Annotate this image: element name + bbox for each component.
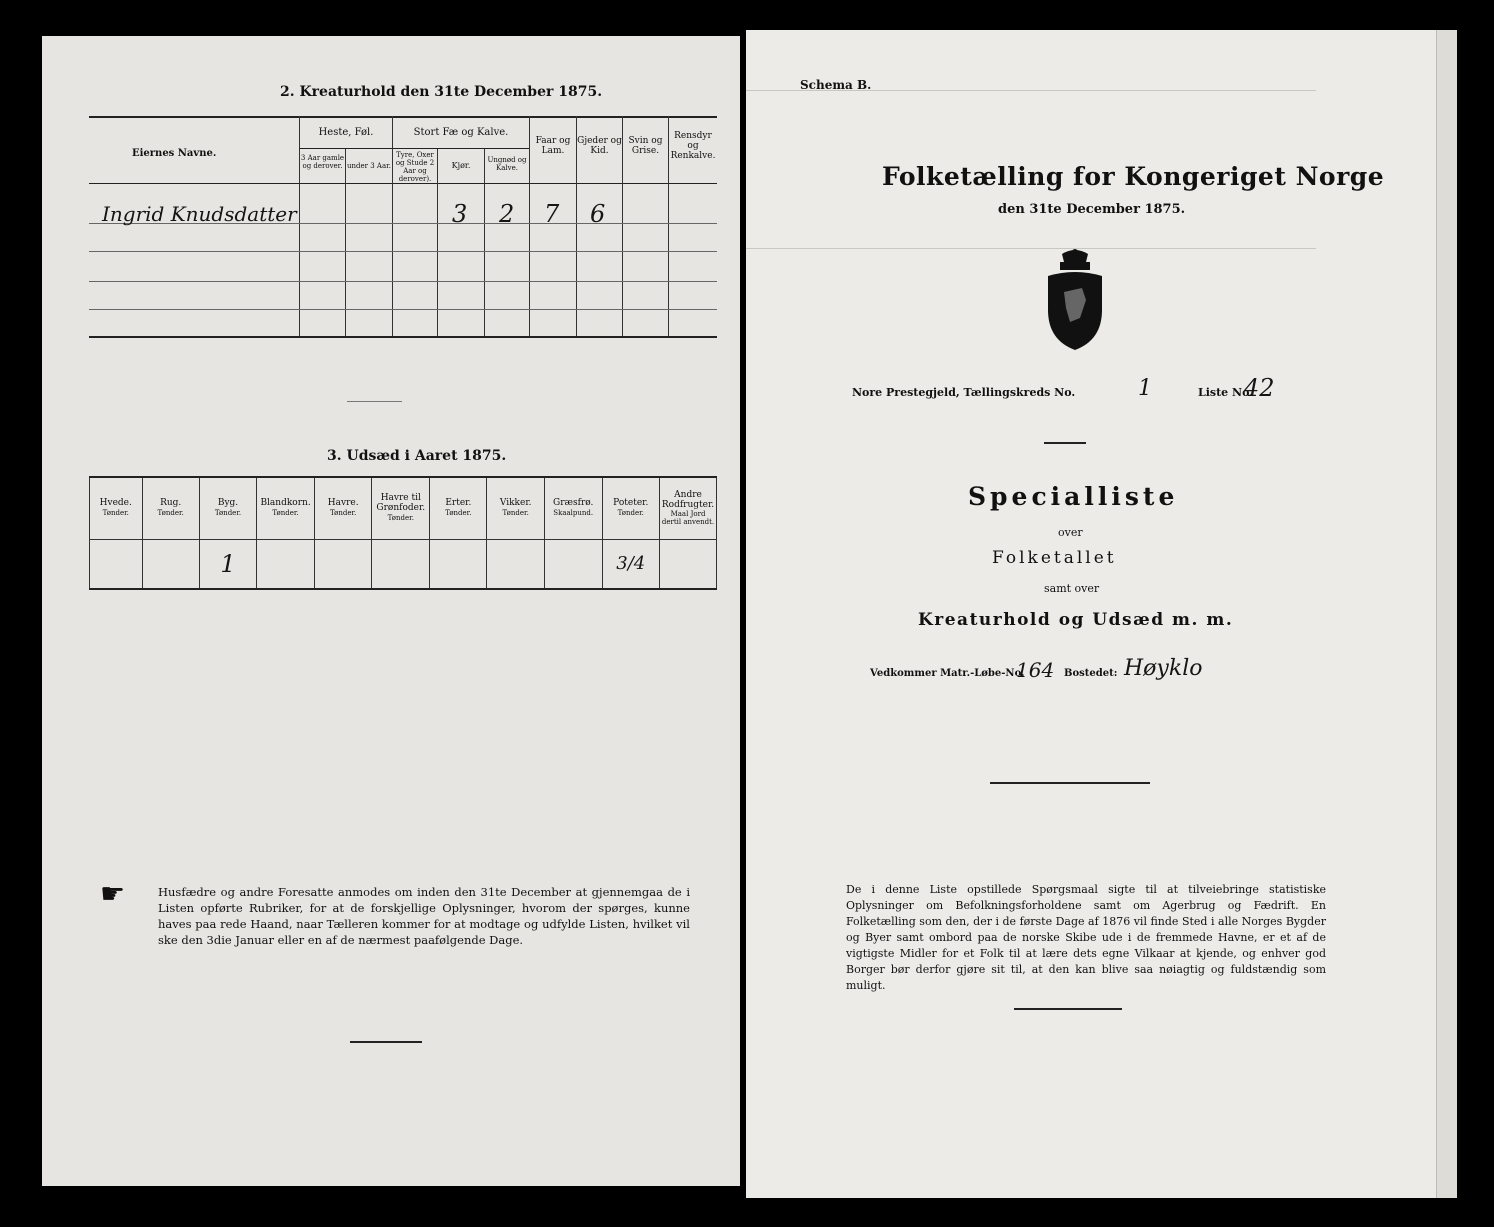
seed-col-5: Havre til Grønfoder. Tønder. xyxy=(372,477,430,539)
col-stort-a: Tyre, Oxer og Stude 2 Aar og derover). xyxy=(395,151,435,183)
folketallet-title: Folketallet xyxy=(992,548,1117,568)
subtitle: den 31te December 1875. xyxy=(998,202,1186,217)
count-ungnod: 2 xyxy=(499,200,515,228)
bottom-rule xyxy=(1014,1008,1122,1010)
notice-text: Husfædre og andre Foresatte anmodes om inden den 31te December at gjennemgaa de i Listen opførte Rubriker, for at de forskjellige Oplysninger, hvorom der spørges, kunne haves paa rede Haand, naar Tælleren kommer for at modtage og udfylde Listen, hvilket vil ske den 3die Januar eller en af de nærmest paafølgende Dage. xyxy=(158,885,690,947)
col-faar: Faar og Lam. xyxy=(535,136,571,156)
col-heste-b: under 3 Aar. xyxy=(347,162,391,170)
count-kjor: 3 xyxy=(452,200,468,228)
col-stort: Stort Fæ og Kalve. xyxy=(413,127,509,138)
samt-over-label: samt over xyxy=(1044,582,1100,595)
seed-byg-value: 1 xyxy=(220,549,236,578)
kreds-no: 1 xyxy=(1138,376,1152,401)
kreaturhold-title: Kreaturhold og Udsæd m. m. xyxy=(918,610,1234,630)
seed-col-2: Byg. Tønder. xyxy=(199,477,256,539)
seed-col-6: Erter. Tønder. xyxy=(430,477,487,539)
owner-name: Ingrid Knudsdatter xyxy=(102,202,297,226)
separator xyxy=(347,401,402,402)
row-rule xyxy=(89,281,717,282)
bosted-value: Høyklo xyxy=(1124,656,1203,681)
prestegjeld-label: Nore Prestegjeld, Tællingskreds No. xyxy=(852,386,1076,399)
specialliste-title: Specialliste xyxy=(968,482,1179,511)
page-edge xyxy=(1436,30,1457,1198)
seed-poteter-value: 3/4 xyxy=(616,553,646,575)
separator xyxy=(1044,442,1086,444)
pointing-hand-icon: ☛ xyxy=(100,877,126,910)
seed-table xyxy=(89,476,717,590)
col-heste-a: 3 Aar gamle og derover. xyxy=(300,154,345,170)
table2-bottom-rule xyxy=(89,336,717,338)
liste-no: 42 xyxy=(1244,374,1275,402)
matr-no: 164 xyxy=(1016,658,1055,682)
owner-header: Eiernes Navne. xyxy=(132,148,217,159)
seed-col-9: Poteter. Tønder. xyxy=(602,477,660,539)
col-stort-b: Kjør. xyxy=(451,161,471,170)
schema-label: Schema B. xyxy=(800,78,872,92)
count-gjeder: 6 xyxy=(590,200,606,228)
col-rensdyr: Rensdyr og Renkalve. xyxy=(670,131,716,161)
seed-col-7: Vikker. Tønder. xyxy=(487,477,544,539)
over-label-1: over xyxy=(1058,526,1083,539)
col-svin: Svin og Grise. xyxy=(628,136,663,156)
separator xyxy=(990,782,1150,784)
section2-title: 2. Kreaturhold den 31te December 1875. xyxy=(280,84,603,100)
seed-col-10: Andre Rodfrugter. Maal Jord dertil anvendt. xyxy=(660,477,717,539)
col-heste: Heste, Føl. xyxy=(318,127,374,138)
row-rule xyxy=(89,251,717,252)
bosted-label: Bostedet: xyxy=(1064,668,1118,679)
seed-col-8: Græsfrø. Skaalpund. xyxy=(544,477,602,539)
left-page xyxy=(42,36,740,1186)
right-page xyxy=(746,30,1456,1198)
bottom-rule xyxy=(350,1041,422,1043)
col-divider xyxy=(299,116,300,336)
seed-col-1: Rug. Tønder. xyxy=(142,477,199,539)
liste-label: Liste No. xyxy=(1198,386,1254,399)
main-title: Folketælling for Kongeriget Norge xyxy=(882,162,1385,191)
count-faar: 7 xyxy=(544,200,560,228)
col-stort-c: Ungnød og Kalve. xyxy=(487,156,527,172)
subheader-rule xyxy=(299,148,529,149)
info-text: De i denne Liste opstillede Spørgsmaal sigte til at tilveiebringe statistiske Oplysninger om Befolkningsforholdene samt om Agerbrug og Fædrift. En Folketælling som den, der i de første Dage af 1876 vil finde Sted i alle Norges Bygder og Byer samt ombord paa de norske Skibe ude i de fremmede Havne, er et af de vigtigste Midler for et Folk til at lære dets egne Vilkaar at kjende, og enhver god Borger bør derfor gjøre sit til, at den kan blive saa nøiagtig og fuldstændig som muligt. xyxy=(846,883,1326,992)
seed-col-3: Blandkorn. Tønder. xyxy=(257,477,315,539)
section3-title: 3. Udsæd i Aaret 1875. xyxy=(327,448,507,464)
seed-col-0: Hvede. Tønder. xyxy=(90,477,143,539)
col-divider xyxy=(437,148,438,336)
seed-data-row xyxy=(90,539,717,589)
col-gjeder: Gjeder og Kid. xyxy=(577,136,622,156)
seed-col-4: Havre. Tønder. xyxy=(314,477,371,539)
col-divider xyxy=(345,148,346,336)
col-divider xyxy=(392,116,393,336)
coat-of-arms-icon xyxy=(1042,248,1108,352)
seed-header-row xyxy=(90,477,717,539)
row-rule xyxy=(89,309,717,310)
col-divider xyxy=(484,148,485,336)
ghost-rule xyxy=(746,248,1316,249)
matr-label: Vedkommer Matr.-Løbe-No. xyxy=(870,668,1025,679)
